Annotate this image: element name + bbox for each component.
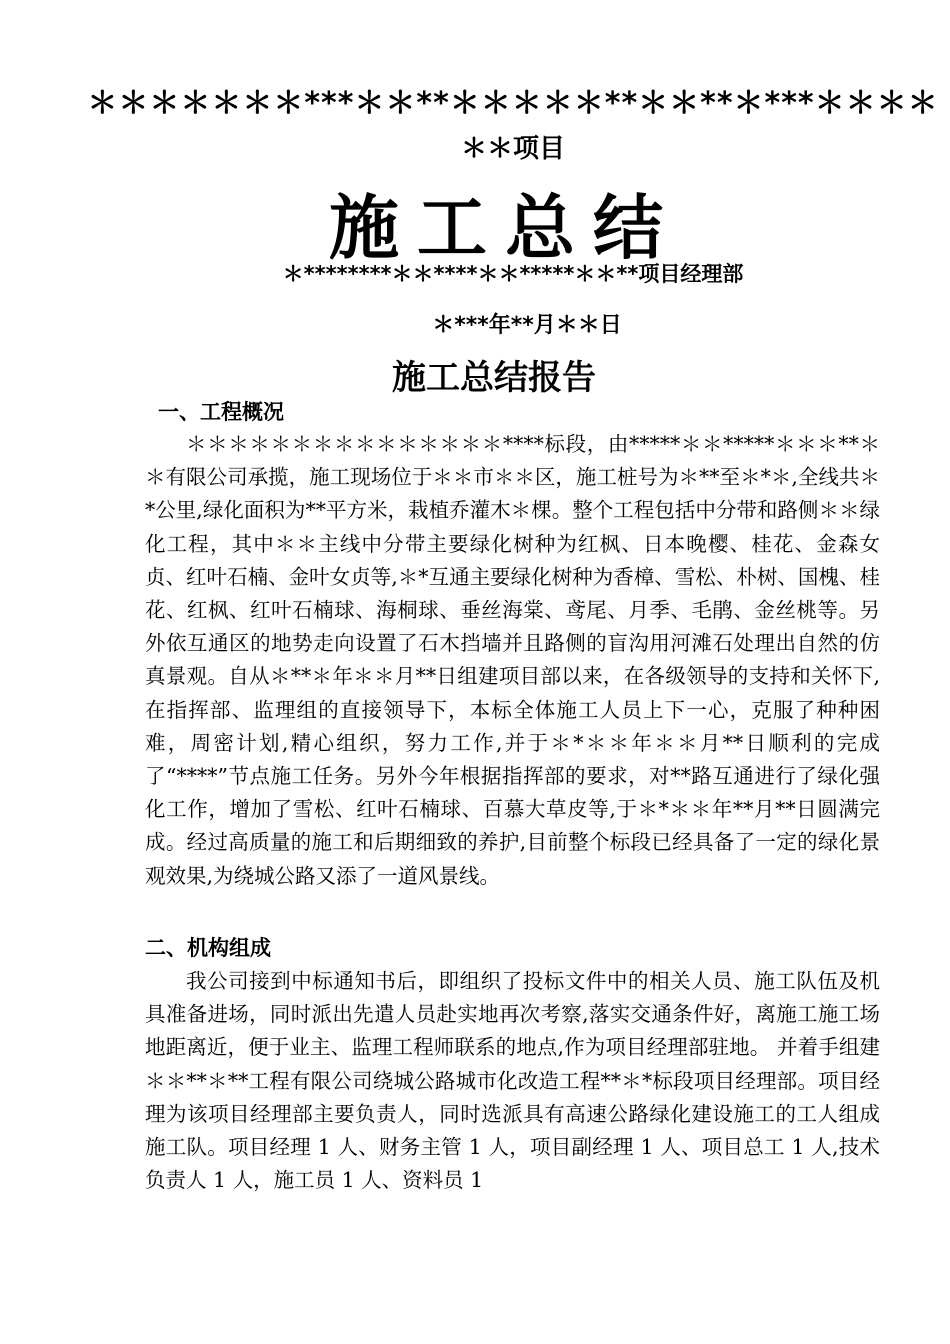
cover-date: ＊***年**月＊＊日 xyxy=(432,313,622,338)
cover-department: ＊********＊＊****＊＊*****＊＊**项目经理部 xyxy=(282,262,744,286)
report-title: 施工总结报告 xyxy=(392,358,596,398)
section-paragraph-organization: 我公司接到中标通知书后，即组织了投标文件中的相关人员、施工队伍及机具准备进场，同时派出先遣人员赴实地再次考察,落实交通条件好，离施工施工场地距离近，便于业主、监理工程师联系的地点,作为项目经理部驻地。 并着手组建＊＊**＊**工程有限公司绕城公路城市化改造工程**＊*标段项目经理部。项目经理为该项目经理部主要负责人，同时选派具有高速公路绿化建设施工的工人组成施工队。项目经理 1 人、财务主管 1 人，项目副经理 1 人、项目总工 1 人,技术负责人 1 人，施工员 1 人、资料员 1 xyxy=(145,969,880,1193)
section-heading-overview: 一、工程概况 xyxy=(158,400,284,424)
cover-stars-line: ＊＊＊＊＊＊＊***＊＊**＊＊＊＊＊**＊＊**＊***＊＊＊＊ xyxy=(87,86,939,121)
section-paragraph-overview: ＊＊＊＊＊＊＊＊＊＊＊＊＊＊＊****标段，由*****＊＊*****＊＊＊**＊＊有限公司承揽，施工现场位于＊＊市＊＊区，施工桩号为＊**至＊*＊,全线共＊*公里,绿化面积为**平方米，栽植乔灌木＊棵。整个工程包括中分带和路侧＊＊绿化工程，其中＊＊主线中分带主要绿化树种为红枫、日本晚樱、桂花、金森女贞、红叶石楠、金叶女贞等,＊*互通主要绿化树种为香樟、雪松、朴树、国槐、桂花、红枫、红叶石楠球、海桐球、垂丝海棠、鸢尾、月季、毛鹃、金丝桃等。另外依互通区的地势走向设置了石木挡墙并且路侧的盲沟用河滩石处理出自然的仿真景观。自从＊**＊年＊＊月**日组建项目部以来，在各级领导的支持和关怀下,在指挥部、监理组的直接领导下，本标全体施工人员上下一心，克服了种种困难，周密计划,精心组织，努力工作,并于＊*＊＊年＊＊月**日顺利的完成了“****”节点施工任务。另外今年根据指挥部的要求，对**路互通进行了绿化强化工作，增加了雪松、红叶石楠球、百慕大草皮等,于＊*＊＊年**月**日圆满完成。经过高质量的施工和后期细致的养护,目前整个标段已经具备了一定的绿化景观效果,为绕城公路又添了一道风景线。 xyxy=(145,432,880,888)
section-heading-organization: 二、机构组成 xyxy=(145,936,271,960)
cover-project-name: ＊＊项目 xyxy=(460,134,565,164)
cover-title: 施工总结 xyxy=(329,186,681,269)
